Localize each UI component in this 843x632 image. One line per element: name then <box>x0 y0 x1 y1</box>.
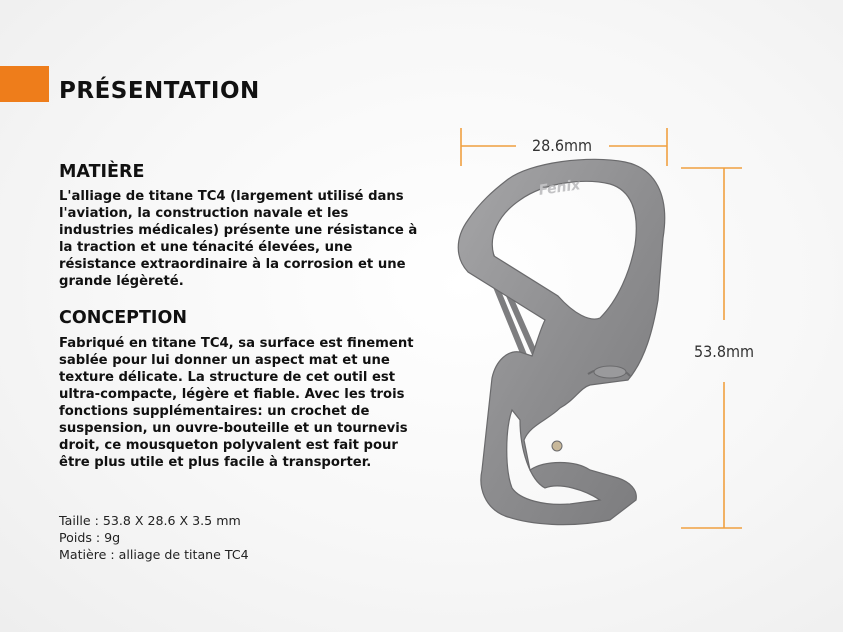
carabiner-body <box>458 159 664 524</box>
spec-weight: Poids : 9g <box>59 530 121 545</box>
spec-size: Taille : 53.8 X 28.6 X 3.5 mm <box>59 513 241 528</box>
height-label: 53.8mm <box>693 342 755 361</box>
section-heading-material: MATIÈRE <box>59 162 145 182</box>
design-description: Fabriqué en titane TC4, sa surface est finement sablée pour lui donner un aspect mat et une texture délicate. La structure de cet outil est ultra-compacte, légère et fiable. Avec les trois fonctions supplémentaires: un crochet de suspension, un ouvre-bouteille et un tournevis droit, ce mousqueton polyvalent est fait pour être plus utile et plus facile à transporter. <box>59 336 414 470</box>
material-description: L'alliage de titane TC4 (largement utilisé dans l'aviation, la construction navale et les industries médicales) présente une résistance à la traction et une ténacité élevées, une résistance extraordinaire à la corrosion et une grande légèreté. <box>59 189 418 289</box>
accent-bar <box>0 66 49 102</box>
rivet <box>552 441 562 451</box>
spec-list <box>59 512 249 563</box>
carabiner-figure <box>420 110 843 580</box>
bottle-opener-grip <box>594 366 626 378</box>
width-label: 28.6mm <box>531 136 593 155</box>
spec-material: Matière : alliage de titane TC4 <box>59 547 249 562</box>
page-title: PRÉSENTATION <box>59 78 260 104</box>
section-heading-design: CONCEPTION <box>59 308 187 328</box>
brand-engraving: Fenix <box>537 177 582 199</box>
